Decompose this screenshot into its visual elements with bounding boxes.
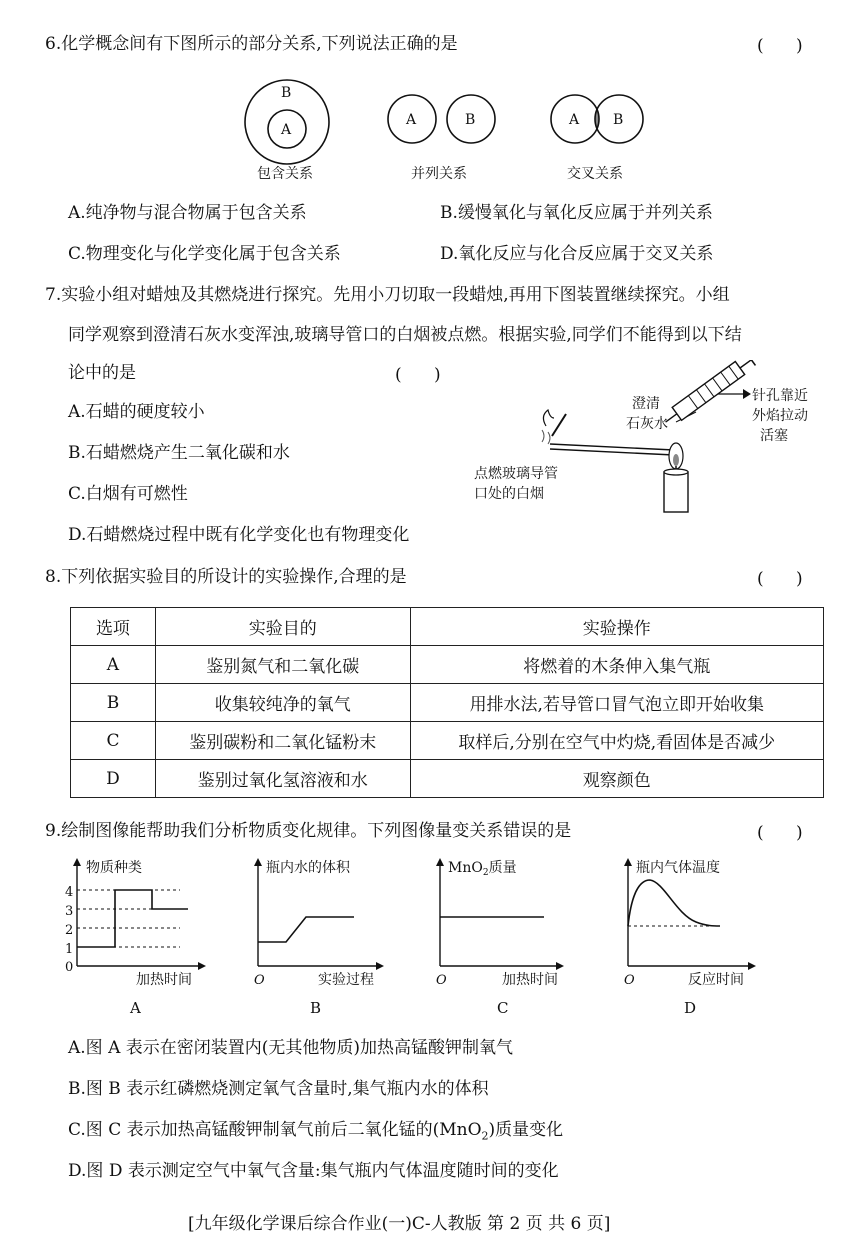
row-operation: 观察颜色 <box>410 760 823 798</box>
graph-b-origin: O <box>254 973 265 988</box>
containment-a-label: A <box>281 122 292 138</box>
table-row <box>71 760 824 798</box>
match-stick <box>552 414 566 436</box>
q6-option-c: C.物理变化与化学变化属于包含关系 <box>68 244 341 264</box>
q7-answer-paren: ( ) <box>395 365 441 385</box>
q9-stem: 9.绘制图像能帮助我们分析物质变化规律。下列图像量变关系错误的是 <box>45 821 572 841</box>
q6-option-a: A.纯净物与混合物属于包含关系 <box>68 203 307 223</box>
q7-candle-apparatus-figure <box>470 360 830 520</box>
glass-tube-bottom <box>550 449 674 455</box>
graph-a-ytick-1: 1 <box>65 942 74 957</box>
graph-a-ytick-2: 2 <box>65 923 74 938</box>
intersection-caption: 交叉关系 <box>567 166 623 182</box>
graph-b-ylabel: 瓶内水的体积 <box>266 860 350 876</box>
parallel-b-label: B <box>465 112 476 128</box>
graph-d-xlabel: 反应时间 <box>688 972 744 988</box>
header-option: 选项 <box>71 608 156 646</box>
graph-b-curve <box>258 917 354 942</box>
graph-c-xlabel: 加热时间 <box>502 972 558 988</box>
glass-tube-top <box>550 444 674 450</box>
intersection-a-label: A <box>569 112 580 128</box>
q8-table <box>70 607 824 798</box>
limewater-label-2: 石灰水 <box>626 416 668 432</box>
smoke-label-2: 口处的白烟 <box>474 486 544 502</box>
page-footer: [九年级化学课后综合作业(一)C-人教版 第 2 页 共 6 页] <box>188 1214 611 1234</box>
table-row <box>71 722 824 760</box>
row-purpose: 鉴别碳粉和二氧化锰粉末 <box>155 722 410 760</box>
containment-b-label: B <box>281 85 292 101</box>
containment-caption: 包含关系 <box>257 166 313 182</box>
graph-a-ytick-4: 4 <box>65 885 74 900</box>
needle-label-1: 针孔靠近 <box>752 388 808 404</box>
row-option: B <box>71 684 156 722</box>
q7-stem-line-2: 同学观察到澄清石灰水变浑浊,玻璃导管口的白烟被点燃。根据实验,同学们不能得到以下结 <box>68 325 742 345</box>
q7-stem-line-3: 论中的是 <box>68 363 136 383</box>
candle-body <box>664 472 688 512</box>
graph-d-caption: D <box>684 999 697 1017</box>
graph-c-caption: C <box>497 999 509 1017</box>
q7-option-c: C.白烟有可燃性 <box>68 484 188 504</box>
q9-graph-a <box>60 858 220 1018</box>
pull-arrow-head <box>743 389 751 399</box>
row-purpose: 鉴别过氧化氢溶液和水 <box>155 760 410 798</box>
table-row <box>71 646 824 684</box>
header-operation: 实验操作 <box>410 608 823 646</box>
candle-flame-inner <box>673 454 679 466</box>
q6-answer-paren: ( ) <box>757 36 803 56</box>
q9-graph-c <box>430 858 590 1018</box>
intersection-b-label: B <box>613 112 624 128</box>
header-purpose: 实验目的 <box>155 608 410 646</box>
row-operation: 用排水法,若导管口冒气泡立即开始收集 <box>410 684 823 722</box>
graph-d-curve <box>628 880 720 926</box>
needle-label-3: 活塞 <box>760 428 788 444</box>
q6-option-d: D.氧化反应与化合反应属于交叉关系 <box>440 244 714 264</box>
q6-stem: 6.化学概念间有下图所示的部分关系,下列说法正确的是 <box>45 34 458 54</box>
row-purpose: 收集较纯净的氧气 <box>155 684 410 722</box>
parallel-caption: 并列关系 <box>411 166 467 182</box>
candle-top <box>664 469 688 475</box>
limewater-label-1: 澄清 <box>632 396 660 412</box>
q9-option-d: D.图 D 表示测定空气中氧气含量:集气瓶内气体温度随时间的变化 <box>68 1161 559 1181</box>
white-smoke <box>542 430 550 444</box>
graph-a-xlabel: 加热时间 <box>136 972 192 988</box>
graph-d-origin: O <box>624 973 635 988</box>
graph-c-ylabel: MnO$_2$质量 <box>448 860 517 878</box>
q9-option-b: B.图 B 表示红磷燃烧测定氧气含量时,集气瓶内水的体积 <box>68 1079 489 1099</box>
q9-graph-b <box>250 858 410 1018</box>
q9-graph-d <box>620 858 780 1018</box>
parallel-a-label: A <box>406 112 417 128</box>
q8-answer-paren: ( ) <box>757 569 803 589</box>
graph-d-ylabel: 瓶内气体温度 <box>636 860 720 876</box>
graph-a-ylabel: 物质种类 <box>86 860 142 876</box>
row-operation: 取样后,分别在空气中灼烧,看固体是否减少 <box>410 722 823 760</box>
row-option: A <box>71 646 156 684</box>
graph-a-curve <box>77 890 188 947</box>
q7-stem-line-1: 7.实验小组对蜡烛及其燃烧进行探究。先用小刀切取一段蜡烛,再用下图装置继续探究。小组 <box>45 285 730 305</box>
graph-a-ytick-0: 0 <box>65 960 74 975</box>
row-option: C <box>71 722 156 760</box>
match-flame <box>543 410 554 426</box>
q6-relation-diagrams <box>235 70 655 185</box>
q8-stem: 8.下列依据实验目的所设计的实验操作,合理的是 <box>45 567 407 587</box>
q9-option-c: C.图 C 表示加热高锰酸钾制氧气前后二氧化锰的(MnO$_2$)质量变化 <box>68 1120 564 1143</box>
q7-option-a: A.石蜡的硬度较小 <box>68 402 205 422</box>
graph-b-xlabel: 实验过程 <box>318 972 374 988</box>
graph-a-caption: A <box>130 999 141 1017</box>
row-operation: 将燃着的木条伸入集气瓶 <box>410 646 823 684</box>
q9-answer-paren: ( ) <box>757 823 803 843</box>
smoke-label-1: 点燃玻璃导管 <box>474 466 558 482</box>
table-row <box>71 684 824 722</box>
graph-c-origin: O <box>436 973 447 988</box>
row-option: D <box>71 760 156 798</box>
q6-option-b: B.缓慢氧化与氧化反应属于并列关系 <box>440 203 713 223</box>
table-header-row <box>71 608 824 646</box>
needle-label-2: 外焰拉动 <box>752 408 808 424</box>
graph-a-ytick-3: 3 <box>65 904 74 919</box>
q7-option-d: D.石蜡燃烧过程中既有化学变化也有物理变化 <box>68 525 410 545</box>
graph-b-caption: B <box>310 999 322 1017</box>
q9-option-a: A.图 A 表示在密闭装置内(无其他物质)加热高锰酸钾制氧气 <box>68 1038 514 1058</box>
q7-option-b: B.石蜡燃烧产生二氧化碳和水 <box>68 443 290 463</box>
row-purpose: 鉴别氮气和二氧化碳 <box>155 646 410 684</box>
